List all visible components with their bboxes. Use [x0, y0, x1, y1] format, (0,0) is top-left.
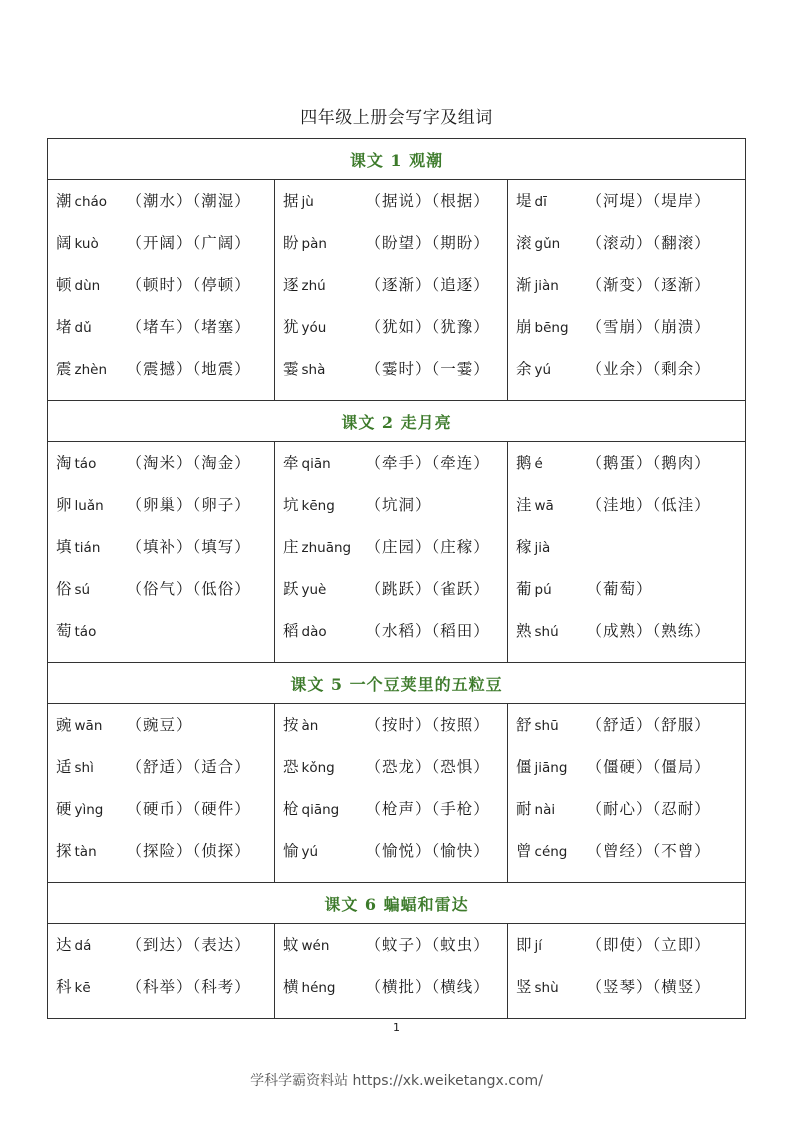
- vocab-char: 枪: [283, 800, 299, 818]
- vocab-char: 庄: [283, 538, 299, 556]
- vocab-pinyin: qiāng: [301, 802, 340, 818]
- vocab-pinyin: héng: [301, 980, 336, 996]
- vocab-words: （耐心）（忍耐）: [586, 800, 711, 818]
- vocab-words: （科举）（科考）: [126, 978, 251, 996]
- vocab-pinyin: pàn: [301, 236, 327, 252]
- vocab-entry: [56, 232, 274, 274]
- vocab-words: （顿时）（停顿）: [126, 276, 251, 294]
- vocab-entry: [516, 274, 745, 316]
- vocab-entry: [283, 578, 507, 620]
- vocab-pinyin: jià: [534, 540, 551, 556]
- vocab-entry: [56, 620, 274, 662]
- vocab-char: 即: [516, 936, 532, 954]
- vocab-char: 探: [56, 842, 72, 860]
- vocab-char: 崩: [516, 318, 532, 336]
- vocab-char: 葡: [516, 580, 532, 598]
- vocab-words: （探险）（侦探）: [126, 842, 251, 860]
- vocab-entry: [56, 190, 274, 232]
- lesson-title: 课文 5 一个豆荚里的五粒豆: [48, 663, 746, 704]
- vocab-pinyin: bēng: [534, 320, 569, 336]
- vocab-words: （横批）（横线）: [365, 978, 490, 996]
- lesson-header-row: [48, 401, 746, 442]
- vocab-entry: [283, 494, 507, 536]
- vocab-char: 牵: [283, 454, 299, 472]
- vocab-pinyin: táo: [74, 624, 97, 640]
- vocab-words: （枪声）（手枪）: [365, 800, 490, 818]
- lesson-words-row: [48, 180, 746, 401]
- vocab-char: 堵: [56, 318, 72, 336]
- vocab-words: （蚊子）（蚊虫）: [365, 936, 490, 954]
- vocab-words: （雪崩）（崩溃）: [586, 318, 711, 336]
- lesson-title: 课文 6 蝙蝠和雷达: [48, 883, 746, 924]
- vocab-entry: [283, 798, 507, 840]
- vocab-pinyin: zhèn: [74, 362, 108, 378]
- vocab-words: （淘米）（淘金）: [126, 454, 251, 472]
- lesson-title: 课文 1 观潮: [48, 139, 746, 180]
- vocab-entry: [56, 358, 274, 400]
- vocab-pinyin: yú: [534, 362, 552, 378]
- vocab-entry: [56, 578, 274, 620]
- vocab-entry: [516, 620, 745, 662]
- vocab-char: 震: [56, 360, 72, 378]
- vocab-char: 稼: [516, 538, 532, 556]
- vocab-pinyin: dá: [74, 938, 92, 954]
- vocab-words: （葡萄）: [586, 580, 653, 598]
- vocab-entry: [283, 190, 507, 232]
- vocab-char: 僵: [516, 758, 532, 776]
- vocab-words: （开阔）（广阔）: [126, 234, 251, 252]
- vocab-entry: [283, 536, 507, 578]
- vocab-entry: [516, 934, 745, 976]
- vocab-entry: [516, 358, 745, 400]
- lesson-title: 课文 2 走月亮: [48, 401, 746, 442]
- vocab-char: 坑: [283, 496, 299, 514]
- vocab-entry: [56, 756, 274, 798]
- vocab-entry: [56, 452, 274, 494]
- lesson-header-row: [48, 883, 746, 924]
- vocab-char: 卵: [56, 496, 72, 514]
- lesson-words-row: [48, 442, 746, 663]
- vocab-words: （舒适）（舒服）: [586, 716, 711, 734]
- vocab-entry: [516, 232, 745, 274]
- vocab-char: 顿: [56, 276, 72, 294]
- vocab-words: （愉悦）（愉快）: [365, 842, 490, 860]
- vocab-entry: [516, 316, 745, 358]
- vocab-words: （洼地）（低洼）: [586, 496, 711, 514]
- vocab-words: （僵硬）（僵局）: [586, 758, 711, 776]
- vocab-char: 阔: [56, 234, 72, 252]
- vocab-words: （豌豆）: [126, 716, 193, 734]
- vocab-words: （滚动）（翻滚）: [586, 234, 711, 252]
- vocab-words: （水稻）（稻田）: [365, 622, 490, 640]
- vocab-pinyin: jù: [301, 194, 314, 210]
- vocab-entry: [56, 274, 274, 316]
- vocab-entry: [516, 714, 745, 756]
- vocab-char: 洼: [516, 496, 532, 514]
- vocab-char: 据: [283, 192, 299, 210]
- vocab-pinyin: shà: [301, 362, 326, 378]
- vocab-char: 潮: [56, 192, 72, 210]
- vocab-words: （犹如）（犹豫）: [365, 318, 490, 336]
- word-column: [508, 704, 746, 883]
- vocab-entry: [283, 232, 507, 274]
- vocab-table: [47, 138, 746, 1019]
- vocab-char: 耐: [516, 800, 532, 818]
- vocab-words: （舒适）（适合）: [126, 758, 251, 776]
- vocab-char: 愉: [283, 842, 299, 860]
- word-column: [275, 704, 508, 883]
- vocab-entry: [516, 494, 745, 536]
- vocab-pinyin: dī: [534, 194, 547, 210]
- vocab-words: （霎时）（一霎）: [365, 360, 490, 378]
- vocab-char: 鹅: [516, 454, 532, 472]
- word-column: [48, 704, 275, 883]
- word-column: [508, 180, 746, 401]
- vocab-char: 稻: [283, 622, 299, 640]
- vocab-words: （硬币）（硬件）: [126, 800, 251, 818]
- word-column: [48, 924, 275, 1019]
- vocab-entry: [56, 536, 274, 578]
- vocab-char: 恐: [283, 758, 299, 776]
- vocab-words: （河堤）（堤岸）: [586, 192, 711, 210]
- vocab-words: （业余）（剩余）: [586, 360, 711, 378]
- vocab-entry: [56, 494, 274, 536]
- vocab-pinyin: kē: [74, 980, 91, 996]
- vocab-char: 竖: [516, 978, 532, 996]
- page-title: 四年级上册会写字及组词: [300, 108, 493, 128]
- vocab-pinyin: pú: [534, 582, 552, 598]
- vocab-words: （曾经）（不曾）: [586, 842, 711, 860]
- vocab-entry: [516, 578, 745, 620]
- vocab-pinyin: yìng: [74, 802, 104, 818]
- vocab-char: 霎: [283, 360, 299, 378]
- vocab-words: （坑洞）: [365, 496, 432, 514]
- vocab-entry: [283, 620, 507, 662]
- footer-link[interactable]: 学科学霸资料站 https://xk.weiketangx.com/: [250, 1073, 543, 1089]
- vocab-words: （震撼）（地震）: [126, 360, 251, 378]
- vocab-entry: [516, 452, 745, 494]
- vocab-pinyin: é: [534, 456, 543, 472]
- vocab-pinyin: luǎn: [74, 498, 104, 514]
- vocab-words: （鹅蛋）（鹅肉）: [586, 454, 711, 472]
- vocab-pinyin: yú: [301, 844, 319, 860]
- word-column: [48, 180, 275, 401]
- vocab-words: （卵巢）（卵子）: [126, 496, 251, 514]
- vocab-pinyin: dào: [301, 624, 327, 640]
- vocab-words: （庄园）（庄稼）: [365, 538, 490, 556]
- lesson-words-row: [48, 704, 746, 883]
- vocab-char: 达: [56, 936, 72, 954]
- lesson-words-row: [48, 924, 746, 1019]
- vocab-entry: [516, 840, 745, 882]
- vocab-pinyin: qiān: [301, 456, 331, 472]
- vocab-pinyin: zhuāng: [301, 540, 352, 556]
- vocab-entry: [283, 714, 507, 756]
- page-number: 1: [393, 1021, 400, 1034]
- vocab-entry: [516, 976, 745, 1018]
- vocab-pinyin: tián: [74, 540, 101, 556]
- vocab-entry: [283, 452, 507, 494]
- vocab-char: 堤: [516, 192, 532, 210]
- vocab-pinyin: sú: [74, 582, 91, 598]
- vocab-entry: [283, 358, 507, 400]
- vocab-pinyin: shū: [534, 718, 559, 734]
- word-column: [275, 924, 508, 1019]
- vocab-char: 填: [56, 538, 72, 556]
- vocab-pinyin: zhú: [301, 278, 326, 294]
- vocab-char: 犹: [283, 318, 299, 336]
- vocab-char: 滚: [516, 234, 532, 252]
- vocab-char: 横: [283, 978, 299, 996]
- vocab-words: （牵手）（牵连）: [365, 454, 490, 472]
- vocab-entry: [56, 976, 274, 1018]
- vocab-words: （填补）（填写）: [126, 538, 251, 556]
- vocab-pinyin: shù: [534, 980, 559, 996]
- vocab-entry: [516, 756, 745, 798]
- vocab-entry: [56, 934, 274, 976]
- vocab-entry: [283, 976, 507, 1018]
- vocab-char: 舒: [516, 716, 532, 734]
- vocab-entry: [283, 756, 507, 798]
- word-column: [508, 442, 746, 663]
- vocab-pinyin: dùn: [74, 278, 101, 294]
- vocab-pinyin: yóu: [301, 320, 327, 336]
- vocab-entry: [283, 934, 507, 976]
- vocab-char: 蚊: [283, 936, 299, 954]
- vocab-pinyin: céng: [534, 844, 568, 860]
- vocab-char: 淘: [56, 454, 72, 472]
- vocab-char: 科: [56, 978, 72, 996]
- vocab-pinyin: wān: [74, 718, 103, 734]
- vocab-pinyin: shì: [74, 760, 94, 776]
- vocab-pinyin: shú: [534, 624, 559, 640]
- vocab-pinyin: jiāng: [534, 760, 568, 776]
- vocab-pinyin: dǔ: [74, 320, 92, 336]
- vocab-words: （俗气）（低俗）: [126, 580, 251, 598]
- vocab-char: 按: [283, 716, 299, 734]
- vocab-char: 渐: [516, 276, 532, 294]
- vocab-words: （据说）（根据）: [365, 192, 490, 210]
- vocab-char: 熟: [516, 622, 532, 640]
- word-column: [275, 180, 508, 401]
- vocab-pinyin: táo: [74, 456, 97, 472]
- vocab-words: （即使）（立即）: [586, 936, 711, 954]
- vocab-entry: [516, 536, 745, 578]
- vocab-pinyin: gǔn: [534, 236, 561, 252]
- vocab-words: （竖琴）（横竖）: [586, 978, 711, 996]
- vocab-pinyin: nài: [534, 802, 556, 818]
- vocab-pinyin: wā: [534, 498, 554, 514]
- vocab-char: 跃: [283, 580, 299, 598]
- vocab-char: 俗: [56, 580, 72, 598]
- vocab-words: （到达）（表达）: [126, 936, 251, 954]
- vocab-words: （堵车）（堵塞）: [126, 318, 251, 336]
- vocab-char: 适: [56, 758, 72, 776]
- vocab-char: 盼: [283, 234, 299, 252]
- word-column: [48, 442, 275, 663]
- vocab-char: 余: [516, 360, 532, 378]
- vocab-char: 曾: [516, 842, 532, 860]
- vocab-entry: [283, 274, 507, 316]
- word-column: [508, 924, 746, 1019]
- vocab-entry: [516, 798, 745, 840]
- vocab-pinyin: cháo: [74, 194, 108, 210]
- vocab-words: （按时）（按照）: [365, 716, 490, 734]
- lesson-header-row: [48, 663, 746, 704]
- vocab-entry: [283, 840, 507, 882]
- vocab-words: （成熟）（熟练）: [586, 622, 711, 640]
- vocab-words: （渐变）（逐渐）: [586, 276, 711, 294]
- vocab-words: （潮水）（潮湿）: [126, 192, 251, 210]
- vocab-char: 萄: [56, 622, 72, 640]
- vocab-char: 硬: [56, 800, 72, 818]
- vocab-words: （跳跃）（雀跃）: [365, 580, 490, 598]
- vocab-entry: [516, 190, 745, 232]
- vocab-pinyin: jí: [534, 938, 543, 954]
- vocab-entry: [283, 316, 507, 358]
- vocab-pinyin: kēng: [301, 498, 335, 514]
- vocab-pinyin: tàn: [74, 844, 97, 860]
- vocab-char: 豌: [56, 716, 72, 734]
- lesson-header-row: [48, 139, 746, 180]
- vocab-pinyin: kuò: [74, 236, 99, 252]
- vocab-entry: [56, 714, 274, 756]
- vocab-entry: [56, 840, 274, 882]
- vocab-pinyin: wén: [301, 938, 330, 954]
- vocab-words: （恐龙）（恐惧）: [365, 758, 490, 776]
- vocab-pinyin: jiàn: [534, 278, 559, 294]
- word-column: [275, 442, 508, 663]
- vocab-entry: [56, 316, 274, 358]
- vocab-pinyin: kǒng: [301, 760, 335, 776]
- vocab-pinyin: àn: [301, 718, 319, 734]
- vocab-words: （盼望）（期盼）: [365, 234, 490, 252]
- vocab-entry: [56, 798, 274, 840]
- vocab-words: （逐渐）（追逐）: [365, 276, 490, 294]
- vocab-pinyin: yuè: [301, 582, 327, 598]
- vocab-char: 逐: [283, 276, 299, 294]
